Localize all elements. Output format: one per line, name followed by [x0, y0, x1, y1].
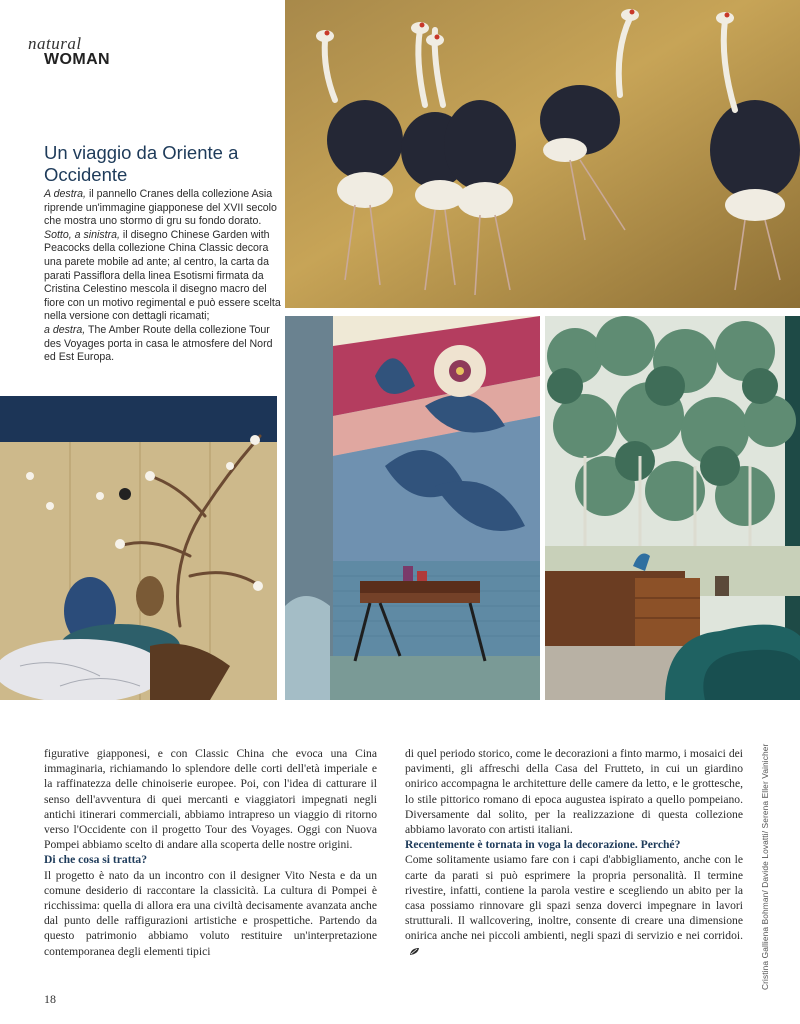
article-headline: Un viaggio da Oriente a Occidente — [44, 142, 239, 185]
body-paragraph: figurative giapponesi, e con Classic China che evoca una Cina immaginaria, richiamando lo splendore delle corti dell'età imperiale e la raffinatezza delle chinoiserie europee. Poi, con l'idea di catturare il senso dell'avventura di quei mercanti e viaggiatori impegnati negli antichi itinerari commerciali, abbiamo intrapreso un viaggio di ritorno verso l'Occidente con il progetto Tour des Voyages. Oggi con Nuova Pompei abbiamo scelto di andare alla scoperta delle nostre origini. — [44, 747, 377, 852]
photo-credits: Cristina Galliena Bohman/ Davide Lovatti/ Serena Eller Vainicher — [760, 743, 770, 990]
body-column-2 — [405, 746, 743, 959]
caption-lead-2: Sotto, a sinistra, — [44, 228, 120, 241]
caption-lead-3: a destra, — [44, 323, 86, 336]
caption-text-1: il pannello Cranes della collezione Asia riprende un'immagine giapponese del XVII secolo che mostra uno stormo di gru su fondo dorato. — [44, 188, 277, 228]
body-paragraph-text: Come solitamente usiamo fare con i capi d'abbigliamento, anche con le carte da parati si può esprimere la propria personalità. Il termine rivestire, infatti, contiene la parola vestire e scegliendo un abito per la casa possiamo rinnovare gli spazi senza doverci impegnare in lavori strutturali. Il wallcovering, inoltre, consente di creare una dimensione onirica anche nei piccoli ambienti, negli spazi di servizio e nei corridoi. — [405, 853, 743, 943]
caption-lead-1: A destra, — [44, 188, 87, 200]
leaf-end-mark-icon — [409, 947, 420, 956]
chinese-garden-image — [0, 396, 277, 700]
cranes-panel-image — [285, 0, 800, 308]
interview-question: Recentemente è tornata in voga la decorazione. Perché? — [405, 838, 681, 852]
section-label-woman: WOMAN — [44, 51, 110, 68]
section-label-natural: natural — [28, 34, 82, 53]
body-paragraph: di quel periodo storico, come le decorazioni a finto marmo, i mosaici dei pavimenti, gli affreschi della Casa del Frutteto, in cui un giardino onirico accompagna le architetture delle camere da letto, e le grottesche, lo stile pittorico romano di epoca augustea ispirato a quello pompeiano. Diversamente dal solito, per la realizzazione di questa collezione abbiamo lavorato con artisti italiani. — [405, 747, 743, 837]
interview-question: Di che cosa si tratta? — [44, 853, 148, 867]
amber-route-image — [545, 316, 800, 700]
body-paragraph: Il progetto è nato da un incontro con il designer Vito Nesta e da un comune desiderio di raccontare la classicità. La cultura di Pompei è ricchissima: quella di allora era una civiltà decisamente avanzata anche dal punto delle raffigurazioni artistiche e prospettiche. Partendo da questo patrimonio abbiamo voluto restituire un'interpretazione contemporanea degli elementi tipici — [44, 868, 377, 958]
passiflora-image — [285, 316, 540, 700]
caption-text-3: The Amber Route della collezione Tour des Voyages porta in casa le atmosfere del Nord ed Est Europa. — [44, 323, 273, 364]
body-column-1 — [44, 746, 377, 959]
caption-text-2: il disegno Chinese Garden with Peacocks della collezione China Classic decora una parete mobile ad ante; al centro, la carta da parati Passiflora della linea Esotismi firmata da Cristina Celestino mescola il disegno macro del fiore con un motivo regimental e può essere scelta nella versione con dettagli ricamati; — [44, 228, 281, 323]
page-number: 18 — [44, 992, 56, 1006]
image-caption — [44, 188, 282, 365]
body-paragraph — [405, 852, 743, 958]
